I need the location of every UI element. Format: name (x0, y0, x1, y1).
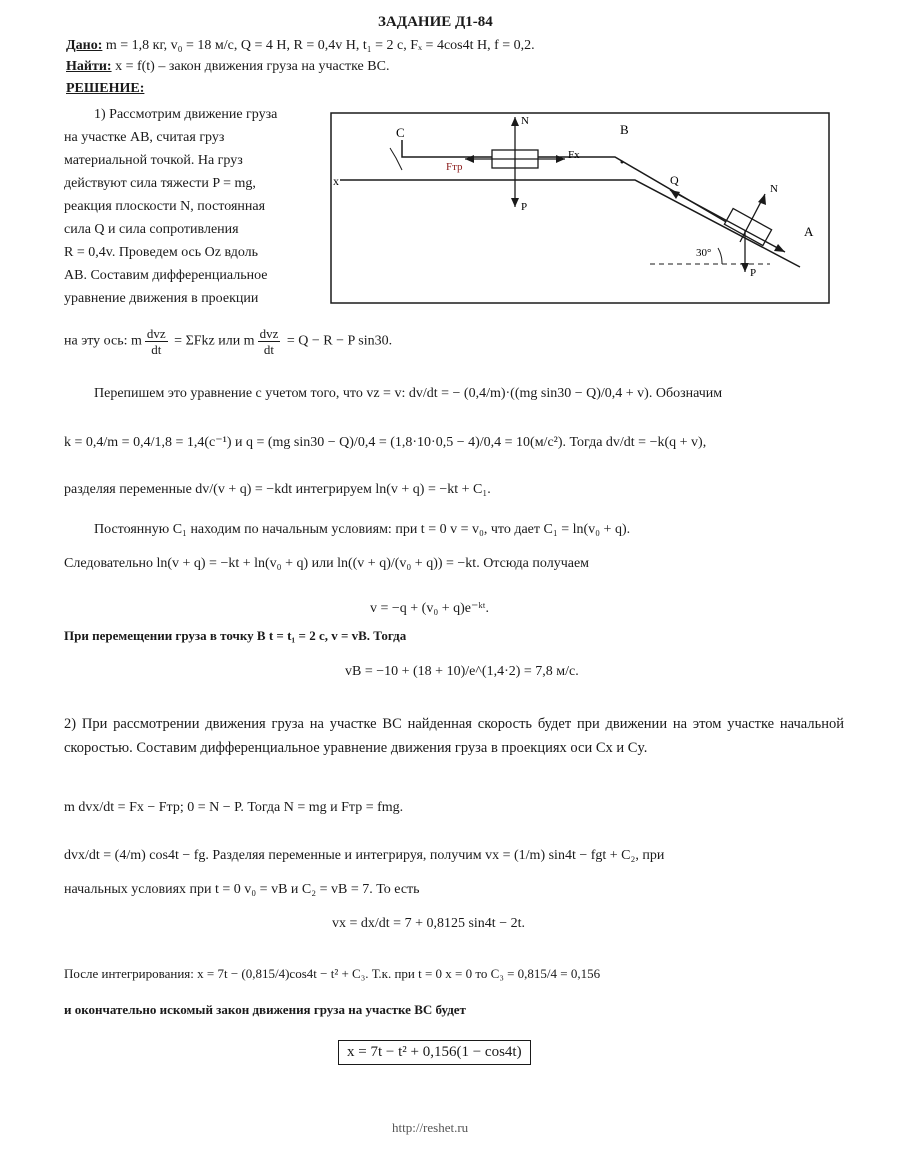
find-line (66, 59, 389, 75)
intro-line: R = 0,4v. Проведем ось Oz вдоль (64, 245, 259, 260)
paragraph-part-2: 2) При рассмотрении движения груза на участке BC найденная скорость будет при движении на этом участке начальной скоростью. Составим дифференциальное уравнение движения груза в проекциях оси Cx и Cy. (64, 716, 844, 756)
paragraph-notation: k = 0,4/m = 0,4/1,8 = 1,4(с⁻¹) и q = (mg sin30 − Q)/0,4 = (1,8·10·0,5 − 4)/0,4 = 10(м/с²). Тогда dv/dt = −k(q + v), (64, 435, 707, 450)
intro-line: AB. Составим дифференциальное (64, 268, 268, 283)
point-dot (621, 161, 624, 164)
final-answer: x = 7t − t² + 0,156(1 − cos4t) (338, 1040, 531, 1065)
eq1-lhs: m (131, 333, 142, 349)
velocity-b: vB = −10 + (18 + 10)/e^(1,4·2) = 7,8 м/с. (345, 664, 579, 679)
mechanics-figure (330, 112, 830, 304)
paragraph-consequently: Следовательно ln(v + q) = −kt + ln(v₀ + q) или ln((v + q)/(v₀ + q)) = −kt. Отсюда получаем (64, 556, 590, 571)
label-n1: N (521, 115, 529, 127)
label-a: A (804, 224, 814, 239)
intro-line: материальной точкой. На груз (64, 153, 243, 168)
find-text: x = f(t) – закон движения груза на участке BC. (115, 59, 390, 74)
paragraph-point-b: При перемещении груза в точку B t = t₁ = 2 с, v = vB. Тогда (64, 628, 407, 643)
paragraph-integrate: dvx/dt = (4/m) cos4t − fg. Разделяя переменные и интегрируя, получим vx = (1/m) sin4t − fgt + C₂, при (64, 848, 665, 863)
label-c: C (396, 125, 405, 140)
eq1-fraction (145, 326, 168, 357)
r-arrow-head (774, 244, 785, 252)
label-ftr: Fтр (446, 161, 463, 173)
n2-arrow-head (758, 194, 766, 205)
p-arrow-head (511, 198, 519, 207)
n-arrow-head (511, 117, 519, 126)
given-label: Дано: (66, 38, 103, 53)
paragraph-constant: Постоянную C₁ находим по начальным условиям: при t = 0 v = v₀, что дает C₁ = ln(v₀ + q). (94, 522, 631, 537)
label-angle: 30° (696, 247, 712, 259)
eq1-den: dt (151, 342, 162, 357)
ftr-arrow-head (465, 155, 474, 163)
intro-line: реакция плоскости N, постоянная (64, 199, 266, 214)
intro-line: действуют сила тяжести P = mg, (64, 176, 256, 191)
stop-mark (390, 148, 402, 170)
intro-line: сила Q и сила сопротивления (64, 222, 239, 237)
solution-label: РЕШЕНИЕ: (66, 81, 145, 96)
intro-line: на участке AB, считая груз (64, 130, 225, 145)
equation-motion-bc: m dvx/dt = Fx − Fтр; 0 = N − P. Тогда N = mg и Fтр = fmg. (64, 800, 404, 815)
eq1-prefix: на эту ось: (64, 333, 128, 349)
paragraph-final-intro: и окончательно искомый закон движения груза на участке BC будет (64, 1002, 466, 1017)
velocity-formula: v = −q + (v₀ + q)e⁻ᵏᵗ. (370, 601, 489, 616)
eq1-den-2: dt (263, 342, 275, 357)
given-line (66, 38, 535, 54)
equation-1 (64, 326, 392, 357)
footer-url[interactable]: http://reshet.ru (392, 1120, 469, 1135)
label-fx: Fx (568, 149, 580, 161)
intro-paragraph (64, 103, 326, 310)
eq1-mid: = ΣFkz или m (174, 333, 255, 349)
label-b: B (620, 122, 629, 137)
label-p2: P (750, 267, 757, 279)
fx-arrow-head (556, 155, 565, 163)
intro-line: уравнение движения в проекции (64, 291, 259, 306)
incline-force-line (670, 190, 785, 252)
label-n2: N (770, 183, 778, 195)
eq1-rhs: = Q − R − P sin30. (286, 333, 393, 349)
find-label: Найти: (66, 59, 112, 74)
label-x: x (333, 174, 339, 188)
given-text: m = 1,8 кг, v₀ = 18 м/с, Q = 4 Н, R = 0,4v Н, t₁ = 2 с, Fₓ = 4cos4t Н, f = 0,2. (105, 38, 535, 53)
eq1-fraction-2 (258, 326, 281, 357)
page-title: ЗАДАНИЕ Д1-84 (378, 14, 493, 30)
eq1-num-2: dvz (259, 326, 279, 341)
intro-line: 1) Рассмотрим движение груза (94, 107, 278, 122)
label-q: Q (670, 173, 679, 187)
paragraph-initial: начальных условиях при t = 0 v₀ = vB и C₂ = vB = 7. То есть (64, 882, 420, 897)
q-arrow-head (670, 190, 680, 199)
velocity-x: vx = dx/dt = 7 + 0,8125 sin4t − 2t. (332, 916, 525, 931)
paragraph-separate: разделяя переменные dv/(v + q) = −kdt интегрируем ln(v + q) = −kt + C₁. (64, 482, 491, 497)
label-p1: P (521, 201, 528, 213)
paragraph-after-integration: После интегрирования: x = 7t − (0,815/4)cos4t − t² + C₃. Т.к. при t = 0 x = 0 то C₃ = 0,815/4 = 0,156 (64, 966, 601, 981)
paragraph-rewrite: Перепишем это уравнение с учетом того, что vz = v: dv/dt = − (0,4/m)·((mg sin30 − Q)/0,4 + v). Обозначим (94, 386, 723, 401)
angle-arc (718, 248, 722, 264)
eq1-num: dvz (146, 326, 166, 341)
